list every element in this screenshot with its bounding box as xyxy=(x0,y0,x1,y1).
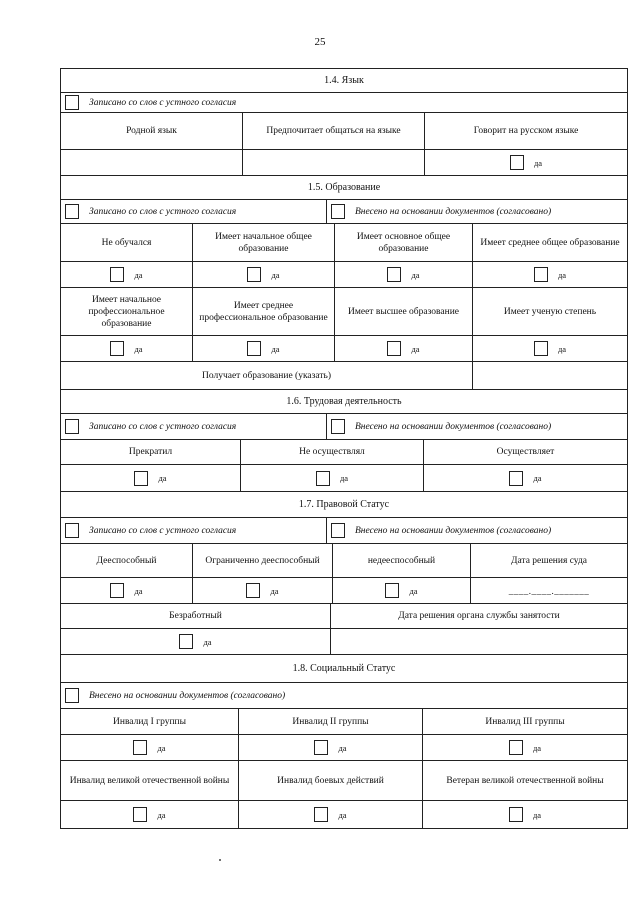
note-oral-consent: Записано со слов с устного согласия xyxy=(89,206,237,217)
edu-header: Имеет основное общее образование xyxy=(335,224,473,261)
work-header: Прекратил xyxy=(61,440,241,464)
label-unemployed: Безработный xyxy=(61,604,331,628)
header-speaks-russian: Говорит на русском языке xyxy=(473,126,579,136)
checkbox-legal-oral[interactable] xyxy=(65,523,79,538)
field-native-language[interactable] xyxy=(61,150,243,175)
yes-label: да xyxy=(411,269,420,280)
yes-label: да xyxy=(157,742,166,753)
checkbox-edu-degree[interactable] xyxy=(534,341,548,356)
legal-header: Дата решения суда xyxy=(510,555,587,566)
checkbox-work-stopped[interactable] xyxy=(134,471,148,486)
checkbox-disabled-3[interactable] xyxy=(509,740,523,755)
yes-label: да xyxy=(271,269,280,280)
note-docs: Внесено на основании документов (согласовано) xyxy=(355,421,552,432)
note-oral-consent: Записано со слов с устного согласия xyxy=(89,97,237,108)
label-employment-service-date: Дата решения органа службы занятости xyxy=(398,611,560,621)
edu-header: Имеет начальное профессиональное образование xyxy=(61,288,193,335)
checkbox-legal-incapable[interactable] xyxy=(385,583,399,598)
checkbox-ww2-disabled[interactable] xyxy=(133,807,147,822)
checkbox-ww2-veteran[interactable] xyxy=(509,807,523,822)
note-docs: Внесено на основании документов (согласовано) xyxy=(355,525,552,536)
edu-header: Имеет среднее общее образование xyxy=(480,237,620,248)
yes-label: да xyxy=(157,809,166,820)
edu-header: Имеет высшее образование xyxy=(335,288,473,335)
form-table xyxy=(60,68,628,829)
yes-label: да xyxy=(409,585,418,596)
checkbox-lang-oral[interactable] xyxy=(65,95,79,110)
edu-header: Имеет среднее профессиональное образование xyxy=(193,288,335,335)
checkbox-edu-none[interactable] xyxy=(110,267,124,282)
checkbox-disabled-2[interactable] xyxy=(314,740,328,755)
social-header: Ветеран великой отечественной войны xyxy=(446,775,604,786)
social-header: Инвалид I группы xyxy=(61,709,239,734)
yes-label: да xyxy=(557,343,567,354)
note-oral-consent: Записано со слов с устного согласия xyxy=(89,525,237,536)
yes-label: да xyxy=(134,585,143,596)
checkbox-edu-primary[interactable] xyxy=(247,267,261,282)
section-title-language: 1.4. Язык xyxy=(324,74,364,86)
court-date-field[interactable]: ____.____._______ xyxy=(508,585,590,596)
checkbox-edu-oral[interactable] xyxy=(65,204,79,219)
social-header: Инвалид боевых действий xyxy=(239,761,423,800)
note-oral-consent: Записано со слов с устного согласия xyxy=(89,421,237,432)
yes-label: да xyxy=(411,343,420,354)
yes-label: да xyxy=(134,269,143,280)
section-title-social: 1.8. Социальный Статус xyxy=(292,662,396,674)
section-title-education: 1.5. Образование xyxy=(307,181,381,193)
checkbox-legal-limited[interactable] xyxy=(246,583,260,598)
field-preferred-language[interactable] xyxy=(243,150,425,175)
field-receiving-education[interactable] xyxy=(473,362,627,389)
legal-header: недееспособный xyxy=(333,544,471,577)
checkbox-edu-docs[interactable] xyxy=(331,204,345,219)
legal-header: Ограниченно дееспособный xyxy=(193,544,333,577)
edu-header: Имеет ученую степень xyxy=(503,306,597,317)
yes-label: да xyxy=(271,343,280,354)
checkbox-work-oral[interactable] xyxy=(65,419,79,434)
page-number: 25 xyxy=(314,36,326,48)
yes-label: да xyxy=(158,473,167,483)
checkbox-legal-docs[interactable] xyxy=(331,523,345,538)
yes-label: да xyxy=(532,809,542,820)
section-title-row xyxy=(61,69,627,93)
yes-label: да xyxy=(533,473,542,483)
yes-label: да xyxy=(203,636,212,647)
scan-speck xyxy=(219,859,221,861)
section-title-work: 1.6. Трудовая деятельность xyxy=(286,395,402,407)
checkbox-social-docs[interactable] xyxy=(65,688,79,703)
checkbox-edu-secondary[interactable] xyxy=(534,267,548,282)
checkbox-unemployed[interactable] xyxy=(179,634,193,649)
checkbox-legal-capable[interactable] xyxy=(110,583,124,598)
yes-label: да xyxy=(532,742,542,753)
checkbox-edu-basic[interactable] xyxy=(387,267,401,282)
checkbox-disabled-1[interactable] xyxy=(133,740,147,755)
social-header: Инвалид III группы xyxy=(485,716,565,727)
header-native-language: Родной язык xyxy=(61,113,243,149)
yes-label: да xyxy=(134,343,143,354)
yes-label: да xyxy=(557,269,567,280)
yes-label: да xyxy=(270,585,279,596)
label-receiving-education: Получает образование (указать) xyxy=(61,362,473,389)
checkbox-combat-disabled[interactable] xyxy=(314,807,328,822)
section-title-legal: 1.7. Правовой Статус xyxy=(298,498,390,510)
yes-label: да xyxy=(338,742,347,753)
checkbox-speaks-russian[interactable] xyxy=(510,155,524,170)
social-header: Инвалид II группы xyxy=(239,709,423,734)
edu-header: Имеет начальное общее образование xyxy=(193,224,335,261)
note-docs: Внесено на основании документов (согласовано) xyxy=(89,690,286,701)
checkbox-edu-prof-secondary[interactable] xyxy=(247,341,261,356)
edu-header: Не обучался xyxy=(61,224,193,261)
checkbox-edu-prof-primary[interactable] xyxy=(110,341,124,356)
checkbox-work-active[interactable] xyxy=(509,471,523,486)
legal-header: Дееспособный xyxy=(61,544,193,577)
note-docs: Внесено на основании документов (согласовано) xyxy=(355,206,552,217)
work-header: Не осуществлял xyxy=(241,440,424,464)
checkbox-edu-higher[interactable] xyxy=(387,341,401,356)
social-header: Инвалид великой отечественной войны xyxy=(61,761,239,800)
checkbox-work-never[interactable] xyxy=(316,471,330,486)
work-header: Осуществляет xyxy=(496,447,555,457)
yes-label: да xyxy=(339,473,349,483)
yes-label: да xyxy=(338,809,347,820)
checkbox-work-docs[interactable] xyxy=(331,419,345,434)
yes-label: да xyxy=(533,157,543,168)
field-employment-service-date[interactable] xyxy=(331,629,627,654)
header-preferred-language: Предпочитает общаться на языке xyxy=(243,113,425,149)
